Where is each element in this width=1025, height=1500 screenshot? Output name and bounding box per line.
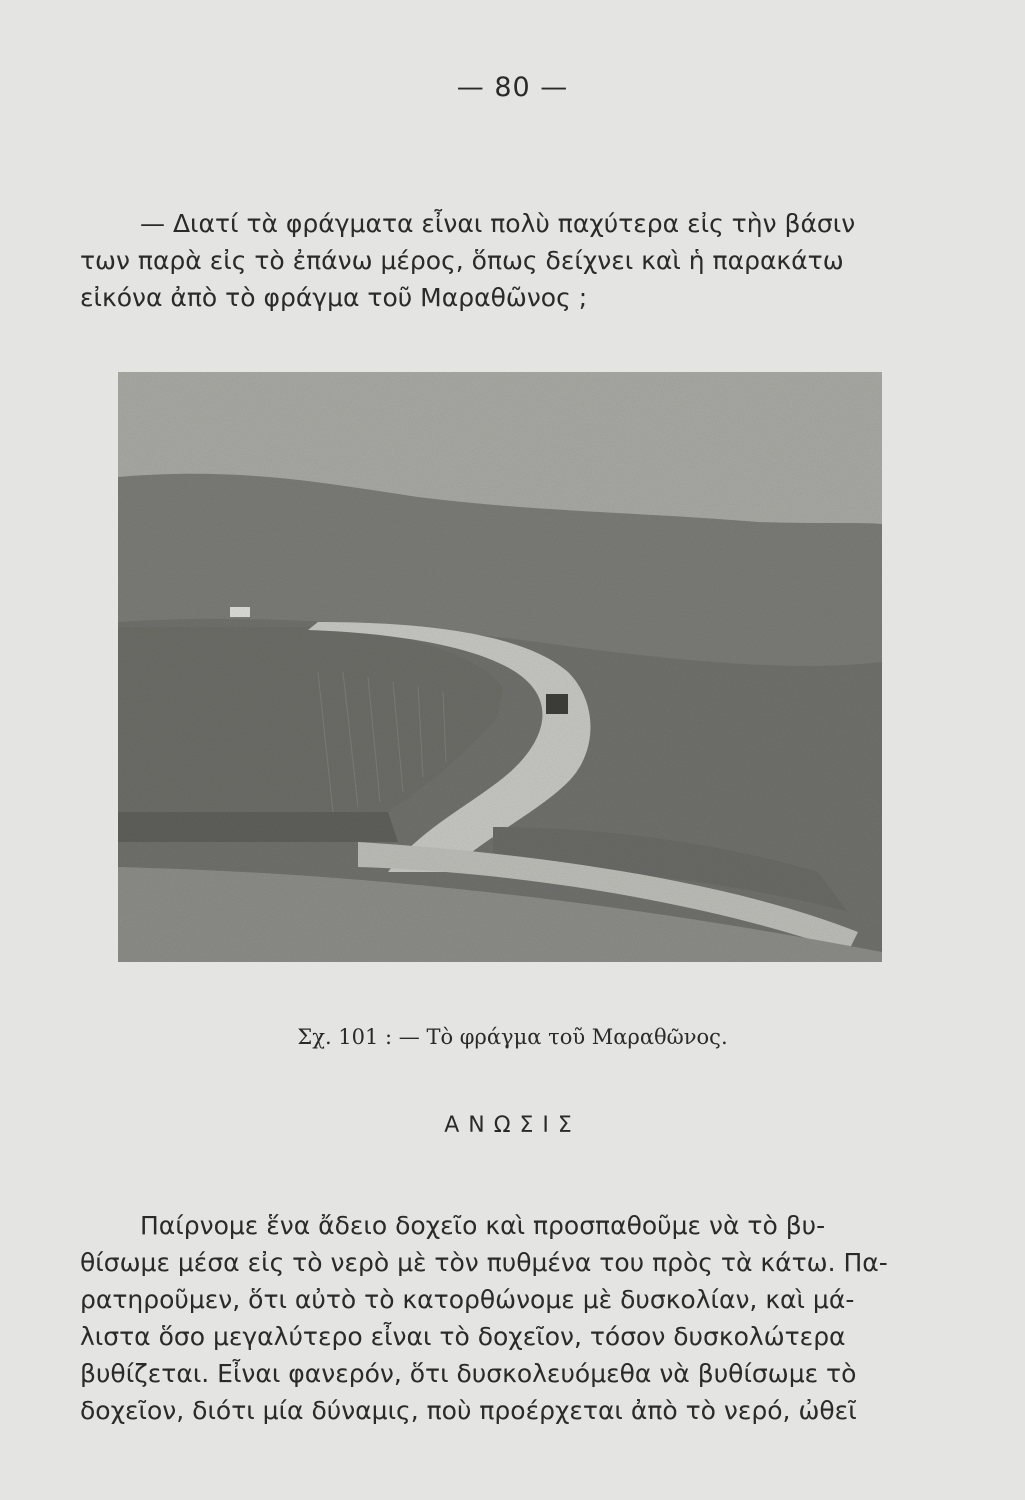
marathon-dam-photo: [118, 372, 882, 962]
intro-line: εἰκόνα ἀπὸ τὸ φράγμα τοῦ Μαραθῶνος ;: [80, 283, 588, 312]
dam-illustration: [118, 372, 882, 962]
body-line: ρατηροῦμεν, ὅτι αὐτὸ τὸ κατορθώνομε μὲ δυσκολίαν, καὶ μά-: [80, 1285, 855, 1314]
intro-line: των παρὰ εἰς τὸ ἐπάνω μέρος, ὅπως δείχνει καὶ ἡ παρακάτω: [80, 246, 844, 275]
intro-line: — Διατί τὰ φράγματα εἶναι πολὺ παχύτερα εἰς τὴν βάσιν: [140, 209, 856, 238]
section-heading: ΑΝΩΣΙΣ: [444, 1113, 581, 1138]
body-line: Παίρνομε ἕνα ἄδειο δοχεῖο καὶ προσπαθοῦμε νὰ τὸ βυ-: [140, 1211, 826, 1240]
body-line: λιστα ὅσο μεγαλύτερο εἶναι τὸ δοχεῖον, τόσον δυσκολώτερα: [80, 1322, 846, 1351]
page-number: — 80 —: [456, 72, 569, 103]
body-line: θίσωμε μέσα εἰς τὸ νερὸ μὲ τὸν πυθμένα του πρὸς τὰ κάτω. Πα-: [80, 1248, 888, 1277]
intro-paragraph: [80, 205, 922, 316]
body-line: δοχεῖον, διότι μία δύναμις, ποὺ προέρχεται ἀπὸ τὸ νερό, ὠθεῖ: [80, 1396, 857, 1425]
body-line: βυθίζεται. Εἶναι φανερόν, ὅτι δυσκολευόμεθα νὰ βυθίσωμε τὸ: [80, 1359, 857, 1388]
figure-caption: Σχ. 101 : — Τὸ φράγμα τοῦ Μαραθῶνος.: [297, 1025, 728, 1049]
body-paragraph: [80, 1207, 922, 1429]
